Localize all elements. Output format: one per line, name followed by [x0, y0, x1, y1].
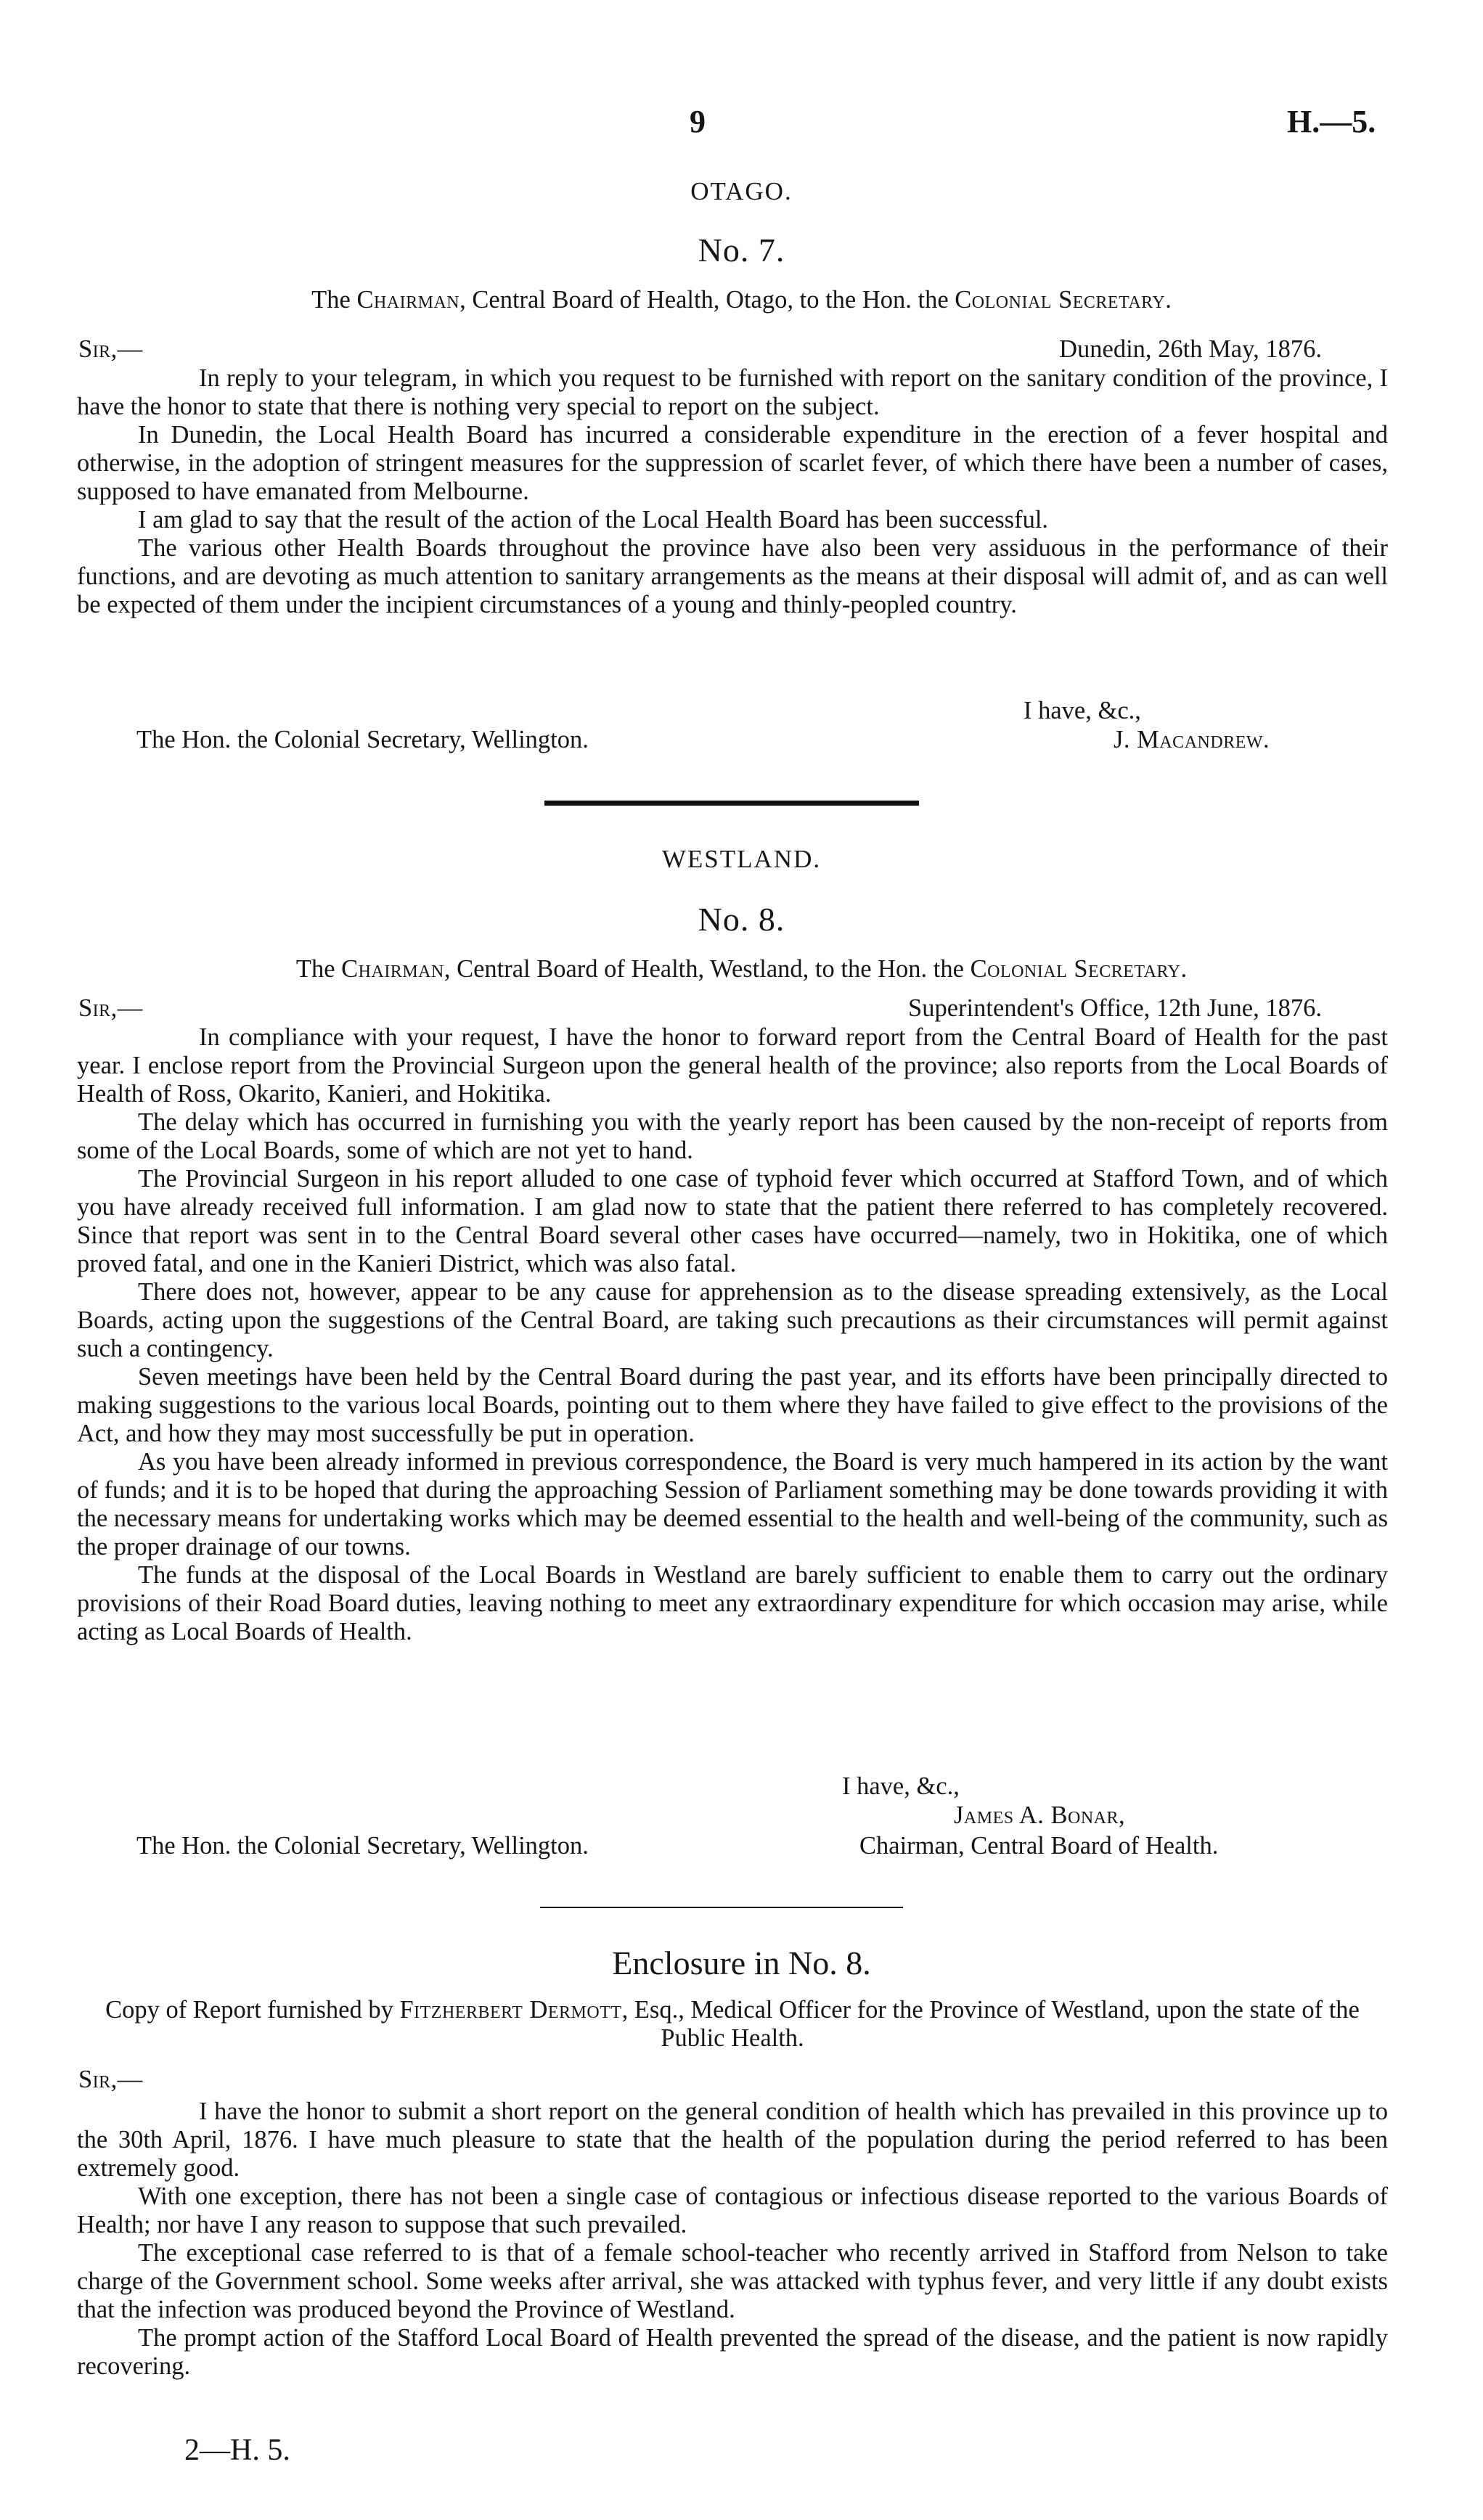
- otago-paragraph: In Dunedin, the Local Health Board has incurred a considerable expenditure in the erection of a fever hospital and otherwise, in the adoption of stringent measures for the suppression of scarlet fever, of which there have been a number of cases, supposed to have emanated from Melbourne.: [77, 421, 1388, 505]
- westland-paragraph: The funds at the disposal of the Local Boards in Westland are barely sufficient to enable them to carry out the ordinary provisions of their Road Board duties, leaving nothing to meet any extraordinary expenditure for which occasion may arise, while acting as Local Boards of Health.: [77, 1561, 1388, 1645]
- enclosure-paragraph: I have the honor to submit a short report on the general condition of health which has prevailed in this province up to the 30th April, 1876. I have much pleasure to state that the health of the population during the period referred to has been extremely good.: [77, 2098, 1388, 2182]
- page-number: 9: [690, 104, 706, 139]
- westland-place-date: Superintendent's Office, 12th June, 1876.: [908, 994, 1322, 1022]
- westland-closing: I have, &c.,: [842, 1772, 960, 1800]
- section-divider-thin: [540, 1907, 903, 1908]
- otago-letter-title: The Chairman, Central Board of Health, Otago, to the Hon. the Colonial Secretary.: [311, 286, 1172, 314]
- otago-paragraph: In reply to your telegram, in which you request to be furnished with report on the sanitary condition of the province, I have the honor to state that there is nothing very special to report on the subject.: [77, 364, 1388, 420]
- westland-paragraph: The delay which has occurred in furnishing you with the yearly report has been caused by the non-receipt of reports from some of the Local Boards, some of which are not yet to hand.: [77, 1108, 1388, 1164]
- otago-paragraph: The various other Health Boards throughout the province have also been very assiduous in the performance of their functions, and are devoting as much attention to sanitary arrangements as the means at their disposal will admit of, and as can well be expected of them under the incipient circumstances of a young and thinly-peopled country.: [77, 534, 1388, 618]
- enclosure-salutation: Sir,—: [78, 2066, 143, 2093]
- otago-signature: J. Macandrew.: [1114, 726, 1270, 753]
- westland-salutation: Sir,—: [78, 994, 143, 1022]
- enclosure-title: Enclosure in No. 8.: [612, 1944, 871, 1981]
- otago-body: [77, 364, 1388, 619]
- printer-signature-mark: 2—H. 5.: [184, 2434, 290, 2467]
- enclosure-subtitle: Copy of Report furnished by Fitzherbert Dermott, Esq., Medical Officer for the Province of Westland, upon the state of the Public Health.: [105, 1996, 1360, 2052]
- otago-closing: I have, &c.,: [1024, 697, 1141, 724]
- westland-paragraph: Seven meetings have been held by the Central Board during the past year, and its efforts have been principally directed to making suggestions to the various local Boards, pointing out to them where they have failed to give effect to the provisions of the Act, and how they may most successfully be put in operation.: [77, 1363, 1388, 1447]
- westland-signature-title: Chairman, Central Board of Health.: [859, 1832, 1219, 1860]
- westland-paragraph: As you have been already informed in previous correspondence, the Board is very much hampered in its action by the want of funds; and it is to be hoped that during the approaching Session of Parliament something may be done towards providing it with the necessary means for undertaking works which may be deemed essential to the health and well-being of the community, such as the proper drainage of our towns.: [77, 1448, 1388, 1560]
- enclosure-paragraph: The prompt action of the Stafford Local Board of Health prevented the spread of the disease, and the patient is now rapidly recovering.: [77, 2324, 1388, 2380]
- otago-paragraph: I am glad to say that the result of the action of the Local Health Board has been successful.: [138, 506, 1049, 533]
- section-divider-thick: [544, 801, 919, 806]
- westland-addressee: The Hon. the Colonial Secretary, Wellington.: [136, 1832, 589, 1860]
- enclosure-paragraph: The exceptional case referred to is that of a female school-teacher who recently arrived in Stafford from Nelson to take charge of the Government school. Some weeks after arrival, she was attacked with typhus fever, and very little if any doubt exists that the infection was produced beyond the Province of Westland.: [77, 2239, 1388, 2323]
- westland-body: [77, 1023, 1388, 1646]
- westland-signature: James A. Bonar,: [954, 1801, 1126, 1829]
- enclosure-body: [77, 2098, 1388, 2381]
- enclosure-paragraph: With one exception, there has not been a single case of contagious or infectious disease reported to the various Boards of Health; nor have I any reason to suppose that such prevailed.: [77, 2182, 1388, 2238]
- westland-region-heading: WESTLAND.: [661, 845, 822, 873]
- otago-place-date: Dunedin, 26th May, 1876.: [1059, 335, 1322, 363]
- otago-salutation: Sir,—: [78, 335, 143, 363]
- westland-letter-number: No. 8.: [698, 901, 785, 938]
- westland-paragraph: There does not, however, appear to be any cause for apprehension as to the disease spreading extensively, as the Local Boards, acting upon the suggestions of the Central Board, are taking such precautions as their circumstances will permit against such a contingency.: [77, 1278, 1388, 1362]
- westland-paragraph: The Provincial Surgeon in his report alluded to one case of typhoid fever which occurred at Stafford Town, and of which you have already received full information. I am glad now to state that the patient there referred to has completely recovered. Since that report was sent in to the Central Board several other cases have occurred—namely, two in Hokitika, one of which proved fatal, and one in the Kanieri District, which was also fatal.: [77, 1165, 1388, 1277]
- otago-letter-number: No. 7.: [698, 232, 785, 269]
- westland-paragraph: In compliance with your request, I have the honor to forward report from the Central Board of Health for the past year. I enclose report from the Provincial Surgeon upon the general health of the province; also reports from the Local Boards of Health of Ross, Okarito, Kanieri, and Hokitika.: [77, 1023, 1388, 1108]
- westland-letter-title: The Chairman, Central Board of Health, Westland, to the Hon. the Colonial Secretary.: [295, 955, 1188, 983]
- otago-region-heading: OTAGO.: [690, 177, 793, 205]
- document-reference: H.—5.: [1287, 104, 1376, 139]
- otago-addressee: The Hon. the Colonial Secretary, Wellington.: [136, 726, 589, 753]
